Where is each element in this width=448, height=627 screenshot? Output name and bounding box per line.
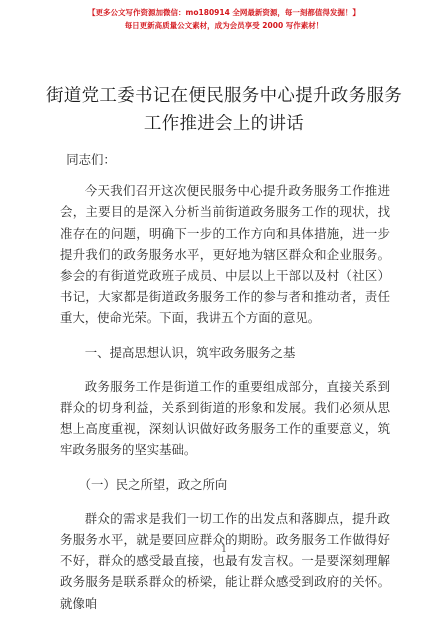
promo-banner-line-2: 每日更新高质量公文素材，成为会员享受 2000 写作素材！ — [124, 21, 324, 30]
promo-banner-line-1: 【更多公文写作资源加微信：mo180914 全网最新资源，每一刻都值得发掘！】 — [88, 8, 360, 17]
subsection-heading-1: （一）民之所望，政之所向 — [78, 476, 228, 492]
page-number: 1 — [221, 545, 227, 555]
document-title: 街道党工委书记在便民服务中心提升政务服务工作推进会上的讲话 — [46, 86, 402, 134]
section-heading-1: 一、提高思想认识，筑牢政务服务之基 — [84, 344, 296, 360]
paragraph-section-1: 政务服务工作是街道工作的重要组成部分，直接关系到群众的切身利益，关系到街道的形象和发展。我们必须从思想上高度重视，深刻认识做好政务服务工作的重要意义，筑牢政务服务的坚实基础。 — [60, 378, 390, 458]
promo-banner — [0, 6, 448, 32]
salutation: 同志们： — [66, 152, 116, 167]
paragraph-intro: 今天我们召开这次便民服务中心提升政务服务工作推进会，主要目的是深入分析当前街道政务服务工作的现状，找准存在的问题，明确下一步的工作方向和具体措施，进一步提升我们的政务服务水平，更好地为辖区群众和企业服务。参会的有街道党政班子成员、中层以上干部以及村（社区）书记，大家都是街道政务服务工作的参与者和推动者，责任重大，使命光荣。下面，我讲五个方面的意见。 — [60, 183, 390, 326]
document-body — [60, 149, 390, 627]
paragraph-subsection-1: 群众的需求是我们一切工作的出发点和落脚点，提升政务服务水平，就是要回应群众的期盼。政务服务工作做得好不好，群众的感受最直接，也最有发言权。一是要深刻理解政务服务是联系群众的桥梁，能让群众感受到政府的关怀。就像咱 — [60, 510, 390, 611]
